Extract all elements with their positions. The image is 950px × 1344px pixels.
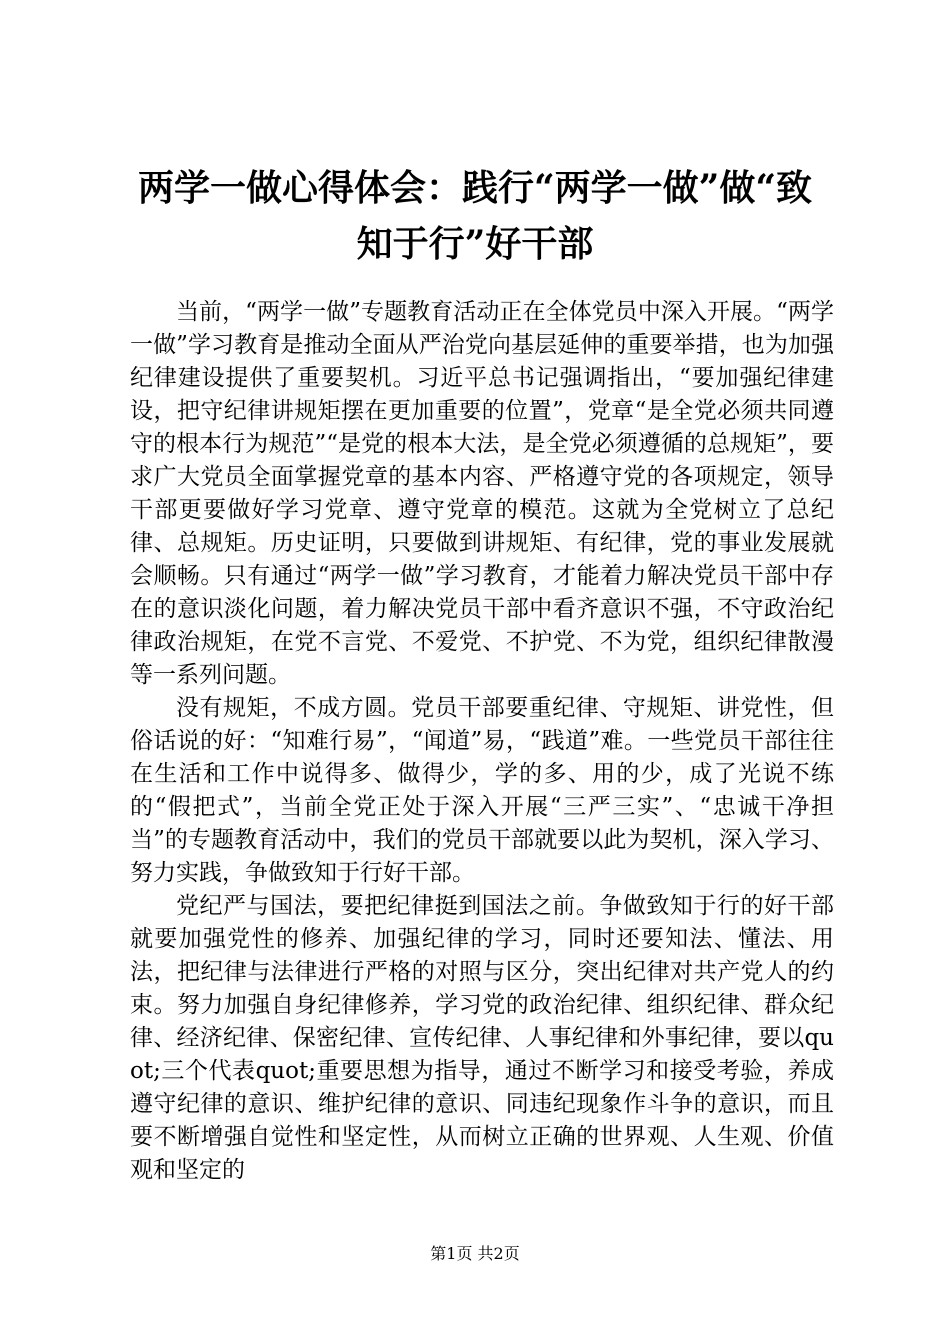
title-line-2: 知于行”好干部 — [356, 223, 594, 265]
page-footer: 第1页 共2页 — [430, 1244, 520, 1263]
document-title — [110, 160, 840, 272]
paragraph-1: 当前，“两学一做”专题教育活动正在全体党员中深入开展。“两学一做”学习教育是推动全面从严治党向基层延伸的重要举措，也为加强纪律建设提供了重要契机。习近平总书记强调指出，“要加强纪律建设，把守纪律讲规矩摆在更加重要的位置”，党章“是全党必须共同遵守的根本行为规范”“是党的根本大法，是全党必须遵循的总规矩”，要求广大党员全面掌握党章的基本内容、严格遵守党的各项规定，领导干部更要做好学习党章、遵守党章的模范。这就为全党树立了总纪律、总规矩。历史证明，只要做到讲规矩、有纪律，党的事业发展就会顺畅。只有通过“两学一做”学习教育，才能着力解决党员干部中存在的意识淡化问题，着力解决党员干部中看齐意识不强，不守政治纪律政治规矩，在党不言党、不爱党、不护党、不为党，组织纪律散漫等一系列问题。 — [130, 299, 834, 688]
title-line-1: 两学一做心得体会：践行“两学一做”做“致 — [137, 167, 813, 209]
paragraph-2: 没有规矩，不成方圆。党员干部要重纪律、守规矩、讲党性，但俗话说的好：“知难行易”，“闻道”易，“践道”难。一些党员干部往往在生活和工作中说得多、做得少，学的多、用的少，成了光说不练的“假把式”，当前全党正处于深入开展“三严三实”、“忠诚干净担当”的专题教育活动中，我们的党员干部就要以此为契机，深入学习、努力实践，争做致知于行好干部。 — [130, 695, 834, 886]
paragraph-3: 党纪严与国法，要把纪律挺到国法之前。争做致知于行的好干部就要加强党性的修养、加强纪律的学习，同时还要知法、懂法、用法，把纪律与法律进行严格的对照与区分，突出纪律对共产党人的约束。努力加强自身纪律修养，学习党的政治纪律、组织纪律、群众纪律、经济纪律、保密纪律、宣传纪律、人事纪律和外事纪律，要以quot;三个代表quot;重要思想为指导，通过不断学习和接受考验，养成遵守纪律的意识、维护纪律的意识、同违纪现象作斗争的意识，而且要不断增强自觉性和坚定性，从而树立正确的世界观、人生观、价值观和坚定的 — [130, 893, 834, 1183]
document-body — [130, 296, 834, 1187]
